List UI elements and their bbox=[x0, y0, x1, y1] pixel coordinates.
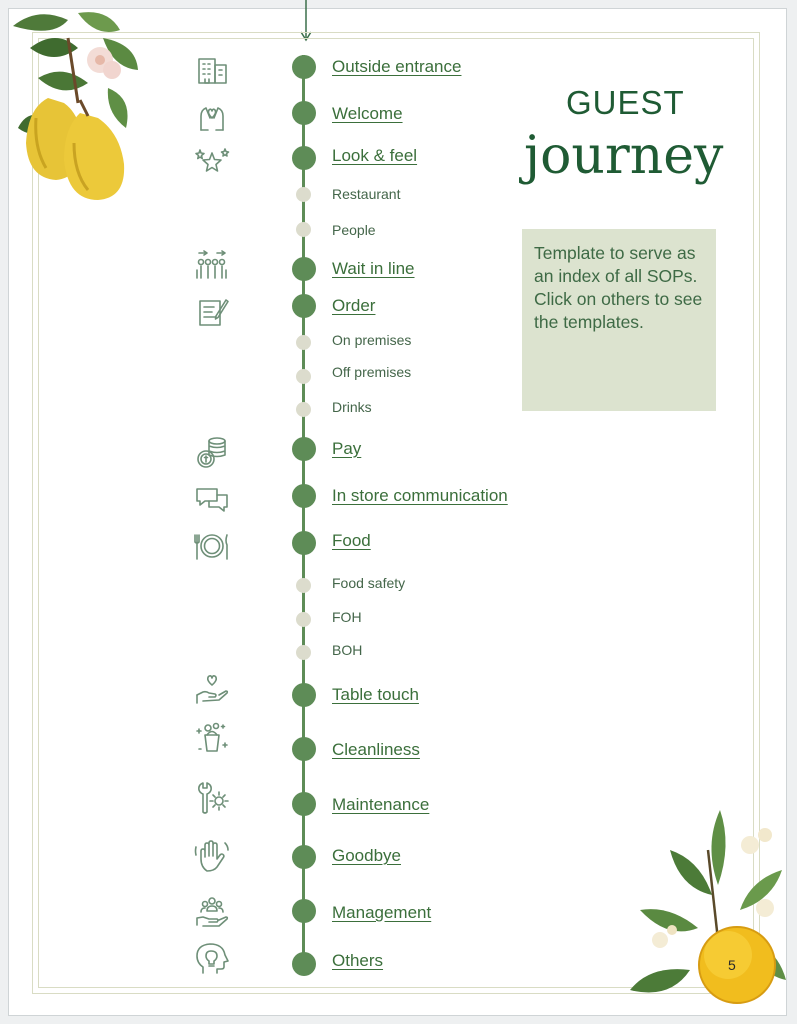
step-cleanliness[interactable]: Cleanliness bbox=[332, 740, 420, 759]
title-journey: journey bbox=[524, 126, 724, 186]
timeline-dot-major bbox=[292, 257, 316, 281]
substep-restaurant: Restaurant bbox=[332, 186, 401, 202]
timeline-dot-major bbox=[292, 792, 316, 816]
timeline-dot-major bbox=[292, 683, 316, 707]
cleaning-bucket-icon bbox=[186, 718, 238, 758]
team-hand-icon bbox=[186, 892, 238, 932]
substep-food-safety: Food safety bbox=[332, 575, 406, 591]
substep-drinks: Drinks bbox=[332, 399, 372, 415]
timeline-dot-major bbox=[292, 146, 316, 170]
coins-icon bbox=[186, 432, 238, 472]
timeline-dot-major bbox=[292, 737, 316, 761]
timeline-dot-major bbox=[292, 294, 316, 318]
waving-hand-icon bbox=[186, 836, 238, 876]
substep-boh: BOH bbox=[332, 642, 363, 658]
wrench-gear-icon bbox=[186, 778, 238, 818]
timeline-dot-minor bbox=[296, 402, 311, 417]
timeline-dot-major bbox=[292, 55, 316, 79]
lightbulb-head-icon bbox=[186, 938, 238, 978]
queue-icon bbox=[186, 245, 238, 285]
plate-cutlery-icon bbox=[186, 526, 238, 566]
timeline-dot-minor bbox=[296, 612, 311, 627]
stars-icon bbox=[186, 142, 238, 182]
timeline-dot-major bbox=[292, 531, 316, 555]
timeline-dot-major bbox=[292, 437, 316, 461]
timeline-dot-minor bbox=[296, 335, 311, 350]
heart-hand-icon bbox=[186, 670, 238, 710]
orange-illustration bbox=[600, 790, 797, 1016]
timeline-dot-minor bbox=[296, 578, 311, 593]
substep-on-premises: On premises bbox=[332, 332, 412, 348]
step-table-touch[interactable]: Table touch bbox=[332, 685, 419, 704]
chat-bubbles-icon bbox=[186, 480, 238, 520]
building-icon bbox=[186, 48, 238, 88]
timeline-dot-minor bbox=[296, 369, 311, 384]
step-look-and-feel[interactable]: Look & feel bbox=[332, 146, 418, 165]
timeline-dot-minor bbox=[296, 645, 311, 660]
timeline-dot-major bbox=[292, 101, 316, 125]
timeline-dot-minor bbox=[296, 187, 311, 202]
page-number: 5 bbox=[728, 957, 736, 973]
timeline-dot-major bbox=[292, 952, 316, 976]
step-order[interactable]: Order bbox=[332, 296, 376, 315]
step-maintenance[interactable]: Maintenance bbox=[332, 795, 430, 814]
substep-off-premises: Off premises bbox=[332, 364, 412, 380]
pear-illustration bbox=[8, 8, 143, 203]
notepad-pen-icon bbox=[186, 291, 238, 331]
heart-hands-icon bbox=[186, 97, 238, 137]
template-note: Template to serve as an index of all SOPs. Click on others to see the templates. bbox=[522, 229, 716, 411]
step-outside-entrance[interactable]: Outside entrance bbox=[332, 57, 462, 76]
timeline-dot-major bbox=[292, 484, 316, 508]
step-in-store-communication[interactable]: In store communication bbox=[332, 486, 508, 505]
step-welcome[interactable]: Welcome bbox=[332, 104, 403, 123]
substep-foh: FOH bbox=[332, 609, 362, 625]
timeline-dot-major bbox=[292, 899, 316, 923]
substep-people: People bbox=[332, 222, 376, 238]
step-wait-in-line[interactable]: Wait in line bbox=[332, 259, 415, 278]
step-others[interactable]: Others bbox=[332, 951, 384, 970]
step-management[interactable]: Management bbox=[332, 903, 432, 922]
title-guest: GUEST bbox=[566, 84, 685, 121]
step-food[interactable]: Food bbox=[332, 531, 371, 550]
step-pay[interactable]: Pay bbox=[332, 439, 362, 458]
timeline-dot-minor bbox=[296, 222, 311, 237]
step-goodbye[interactable]: Goodbye bbox=[332, 846, 401, 865]
timeline-dot-major bbox=[292, 845, 316, 869]
